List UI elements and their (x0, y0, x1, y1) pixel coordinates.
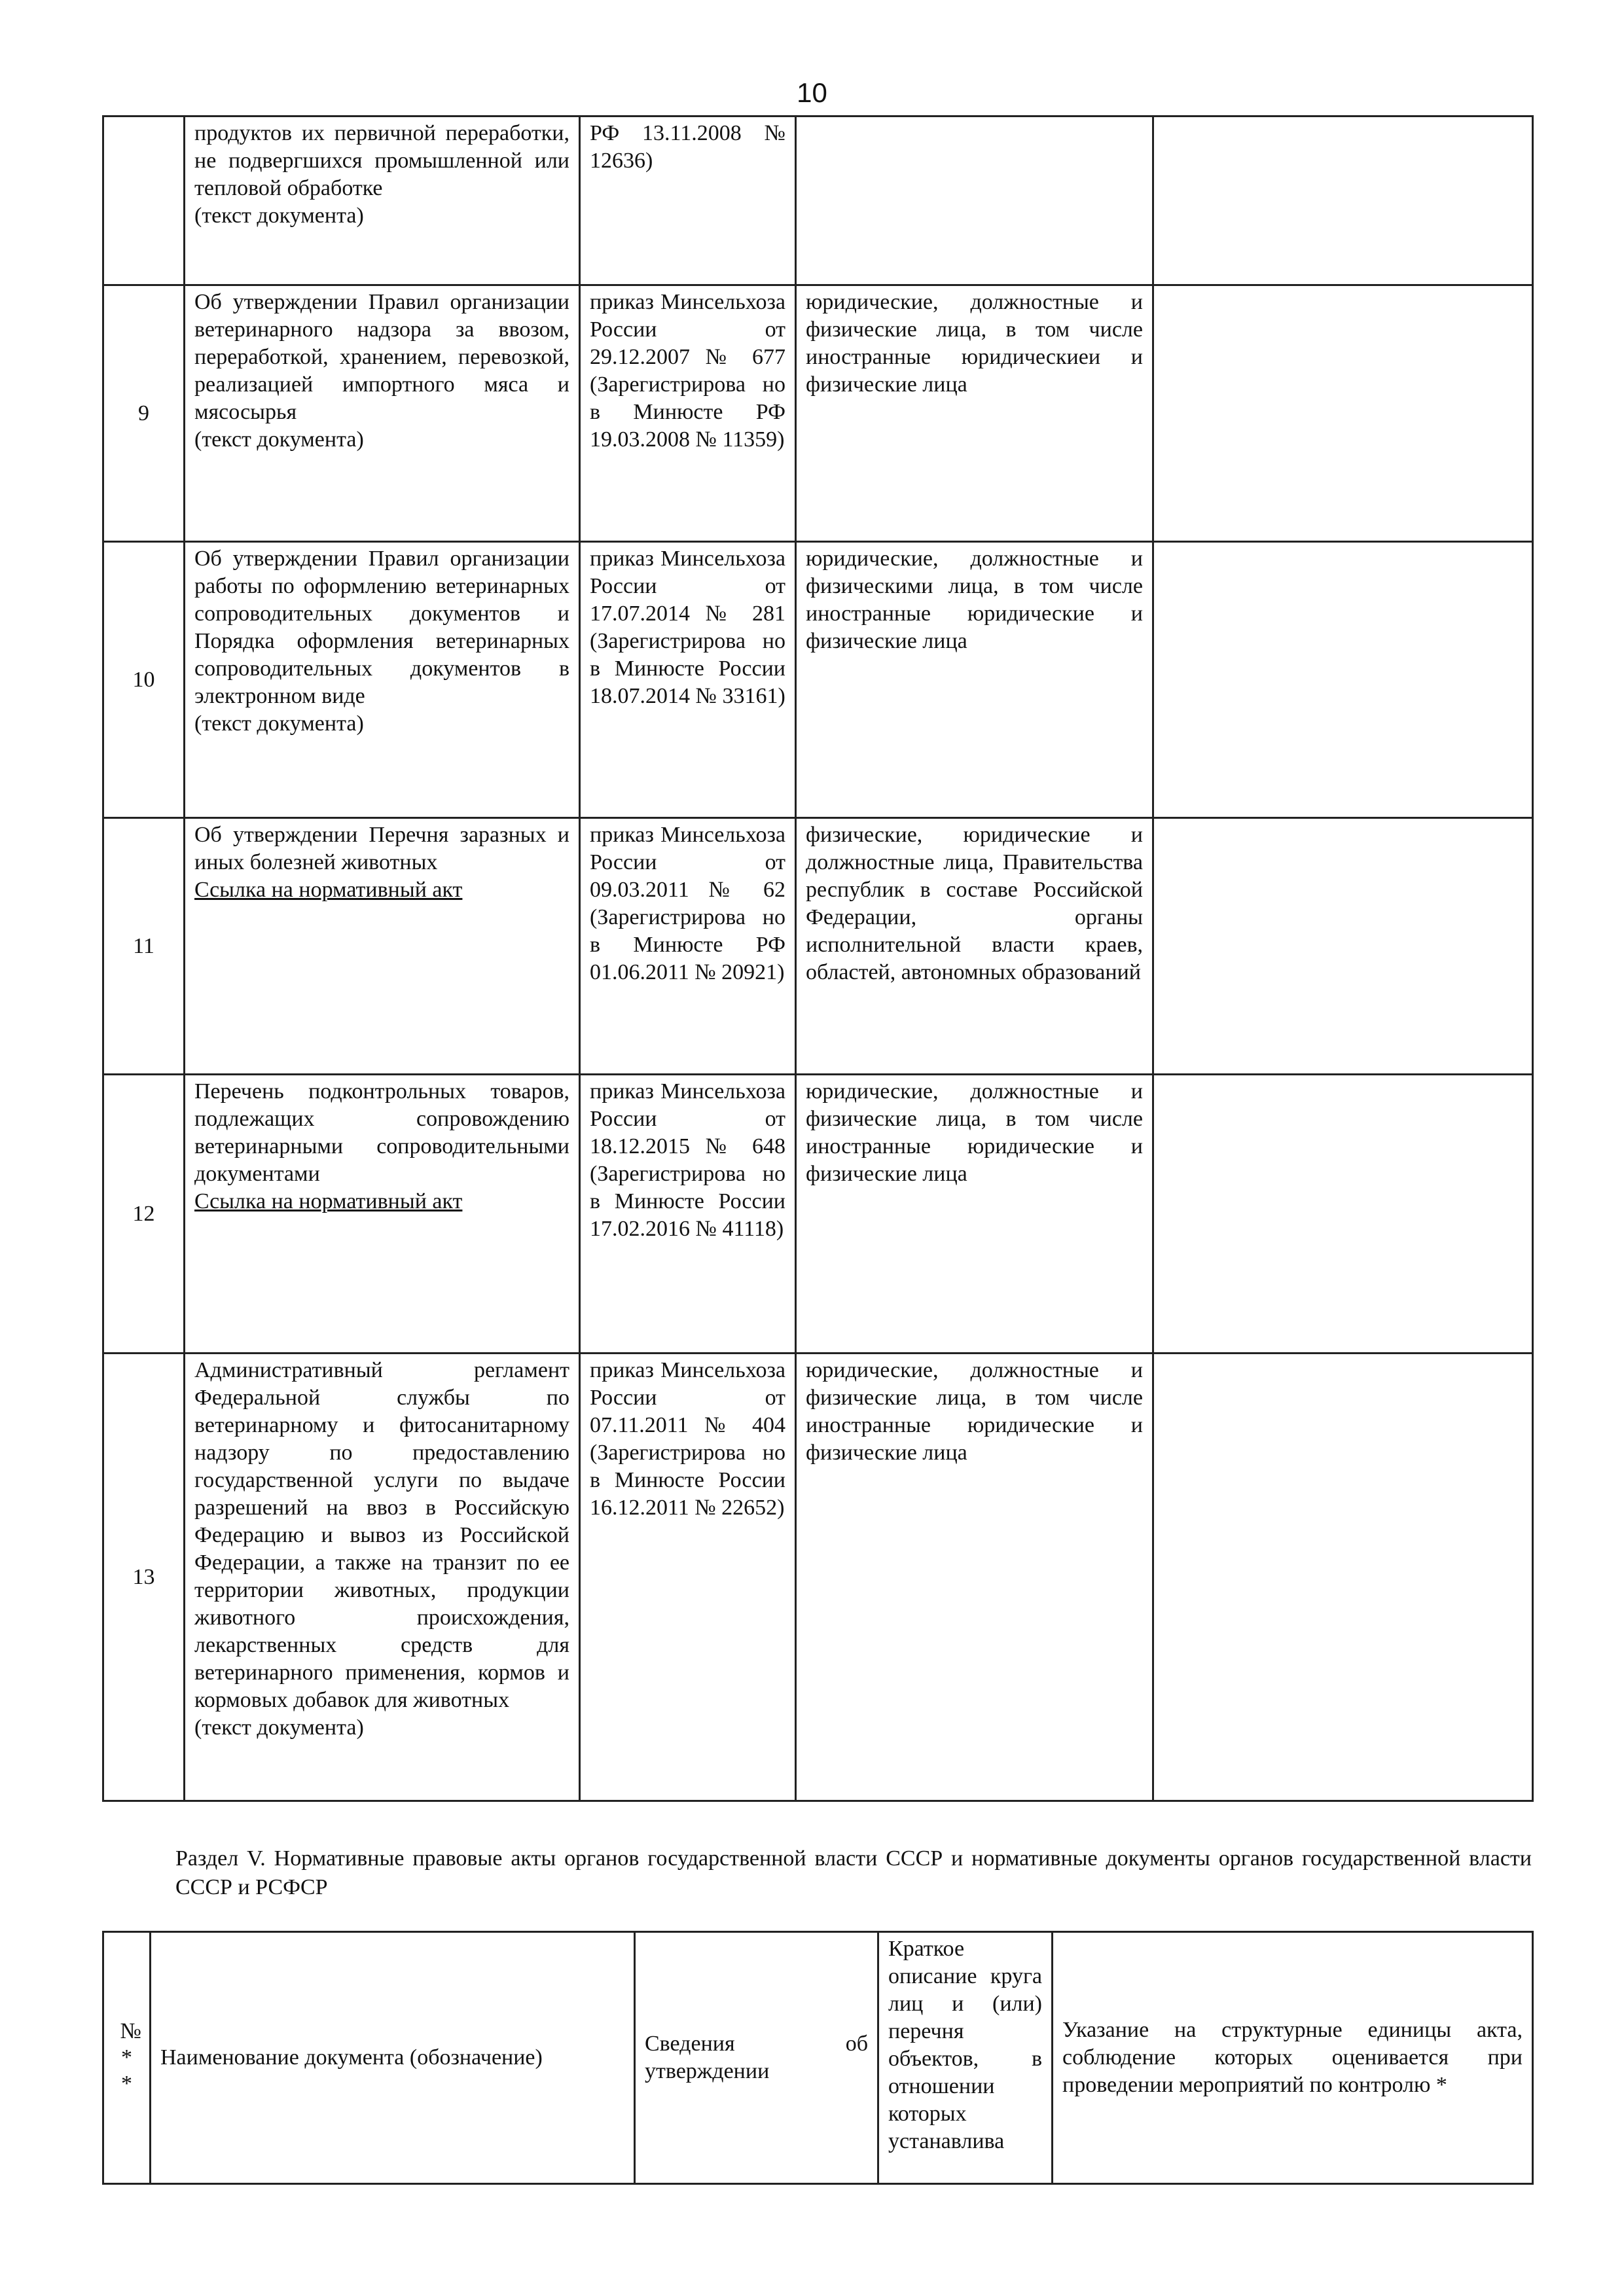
table-row (103, 1075, 1533, 1354)
header-approval: Сведения об утверждении (635, 1932, 878, 2184)
units-cell (1153, 818, 1533, 1075)
document-title: Административный регламент Федеральной службы по ветеринарному и фитосанитарному надзору по предоставлению государственной услуги по выдаче разрешений на ввоз в Российскую Федерацию и вывоз из Российской Федерации, а также на транзит по ее территории животных, продукции животного происхождения, лекарственных средств для ветеринарного применения, кормов и кормовых добавок для животных (194, 1358, 569, 1712)
subjects-cell (796, 117, 1153, 285)
row-number: 13 (103, 1354, 185, 1801)
table-row (103, 117, 1533, 285)
header-units: Указание на структурные единицы акта, соблюдение которых оценивается при проведении мероприятий по контролю * (1053, 1932, 1533, 2184)
document-name-cell (185, 285, 580, 542)
document-title: Об утверждении Перечня заразных и иных болезней животных (194, 823, 569, 874)
approval-cell: приказ Минсельхоза России от 18.12.2015 № 648 (Зарегистрирова но в Минюсте России 17.02.2016 № 41118) (580, 1075, 796, 1354)
units-cell (1153, 1075, 1533, 1354)
page-number: 10 (797, 77, 827, 108)
header-name: Наименование документа (обозначение) (151, 1932, 635, 2184)
table-row (103, 285, 1533, 542)
approval-cell: приказ Минсельхоза России от 17.07.2014 № 281 (Зарегистрирова но в Минюсте России 18.07.2014 № 33161) (580, 542, 796, 818)
subjects-cell: юридические, должностные и физические лица, в том числе иностранные юридические и физические лица (796, 1354, 1153, 1801)
document-title: продуктов их первичной переработки, не подвергшихся промышленной или тепловой обработке (194, 121, 569, 200)
approval-cell: приказ Минсельхоза России от 09.03.2011 № 62 (Зарегистрирова но в Минюсте РФ 01.06.2011 № 20921) (580, 818, 796, 1075)
table-row (103, 542, 1533, 818)
document-text-note: (текст документа) (194, 1715, 364, 1740)
row-number: 10 (103, 542, 185, 818)
units-cell (1153, 285, 1533, 542)
document-text-note: (текст документа) (194, 427, 364, 452)
approval-cell: приказ Минсельхоза России от 29.12.2007 № 677 (Зарегистрирова но в Минюсте РФ 19.03.2008 № 11359) (580, 285, 796, 542)
row-number: 12 (103, 1075, 185, 1354)
section-v-table (102, 1931, 1534, 2185)
approval-cell: РФ 13.11.2008 № 12636) (580, 117, 796, 285)
document-title: Перечень подконтрольных товаров, подлежащих сопровождению ветеринарными сопроводительными документами (194, 1079, 569, 1186)
table-row (103, 1354, 1533, 1801)
document-text-note: (текст документа) (194, 204, 364, 228)
document-title: Об утверждении Правил организации работы по оформлению ветеринарных сопроводительных документов и Порядка оформления ветеринарных сопроводительных документов в электронном виде (194, 547, 569, 708)
row-number: 11 (103, 818, 185, 1075)
header-num: № * * (103, 1932, 151, 2184)
header-row (103, 1932, 1533, 2184)
units-cell (1153, 117, 1533, 285)
subjects-cell: юридические, должностные и физические лица, в том числе иностранные юридические и физические лица (796, 1075, 1153, 1354)
table-row (103, 818, 1533, 1075)
document-name-cell (185, 1075, 580, 1354)
section-title: Раздел V. Нормативные правовые акты органов государственной власти СССР и нормативные документы органов государственной власти СССР и РСФСР (175, 1846, 1532, 1899)
document-text-note: (текст документа) (194, 711, 364, 736)
document-title: Об утверждении Правил организации ветеринарного надзора за ввозом, переработкой, хранением, перевозкой, реализацией импортного мяса и мясосырья (194, 290, 569, 424)
subjects-cell: юридические, должностные и физическими лица, в том числе иностранные юридические и физические лица (796, 542, 1153, 818)
header-subjects: Краткое описание круга лиц и (или) перечня объектов, в отношении которых устанавлива (878, 1932, 1053, 2184)
document-name-cell (185, 818, 580, 1075)
acts-table (102, 115, 1534, 1802)
subjects-cell: юридические, должностные и физические лица, в том числе иностранные юридическиеи и физические лица (796, 285, 1153, 542)
subjects-cell: физические, юридические и должностные лица, Правительства республик в составе Российской Федерации, органы исполнительной власти краев, областей, автономных образований (796, 818, 1153, 1075)
document-name-cell (185, 542, 580, 818)
document-name-cell (185, 117, 580, 285)
document-link[interactable]: Ссылка на нормативный акт (194, 878, 463, 902)
row-number (103, 117, 185, 285)
document-link[interactable]: Ссылка на нормативный акт (194, 1189, 463, 1213)
document-name-cell (185, 1354, 580, 1801)
units-cell (1153, 542, 1533, 818)
approval-cell: приказ Минсельхоза России от 07.11.2011 № 404 (Зарегистрирова но в Минюсте России 16.12.2011 № 22652) (580, 1354, 796, 1801)
units-cell (1153, 1354, 1533, 1801)
row-number: 9 (103, 285, 185, 542)
